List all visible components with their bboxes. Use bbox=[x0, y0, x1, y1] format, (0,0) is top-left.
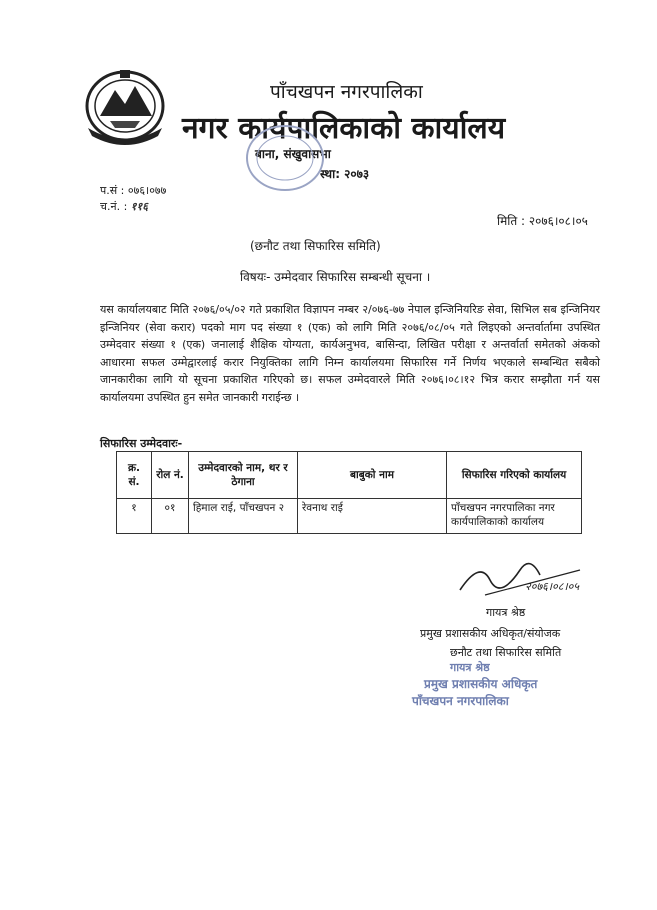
col-office: सिफारिस गरिएको कार्यालय bbox=[447, 452, 582, 499]
cell-father: रेवनाथ राई bbox=[298, 499, 447, 534]
cell-office: पाँचखपन नगरपालिका नगर कार्यपालिकाको कार्यालय bbox=[447, 499, 582, 534]
cell-candidate: हिमाल राई, पाँचखपन २ bbox=[189, 499, 298, 534]
office-name: नगर कार्यपालिकाको कार्यालय bbox=[182, 111, 506, 146]
municipality-name: पाँचखपन नगरपालिका bbox=[270, 81, 423, 103]
committee-heading: (छनौट तथा सिफारिस समिति) bbox=[250, 239, 381, 253]
stamp-line-municipality: पाँचखपन नगरपालिका bbox=[412, 694, 509, 708]
office-seal-icon bbox=[240, 118, 330, 198]
chalani-value: ११६ bbox=[130, 200, 148, 213]
nepal-emblem-icon bbox=[80, 66, 170, 146]
chalani-label: च.नं. : bbox=[100, 200, 128, 213]
col-father: बाबुको नाम bbox=[298, 452, 447, 499]
chalani-number bbox=[100, 199, 148, 214]
stamp-line-title: प्रमुख प्रशासकीय अधिकृत bbox=[424, 677, 538, 691]
office-location: बाना, संखुवासभा bbox=[255, 147, 331, 161]
col-roll: रोल नं. bbox=[152, 452, 189, 499]
cell-roll: ०१ bbox=[152, 499, 189, 534]
patra-sankhya: प.सं : ०७६।०७७ bbox=[100, 184, 167, 197]
table-header-row bbox=[117, 452, 582, 499]
subject-line: विषयः- उम्मेदवार सिफारिस सम्बन्धी सूचना । bbox=[240, 270, 431, 284]
recommendation-table bbox=[116, 451, 582, 534]
table-row bbox=[117, 499, 582, 534]
notice-body: यस कार्यालयबाट मिति २०७६/०५/०२ गते प्रकाशित विज्ञापन नम्बर २/०७६-७७ नेपाल इन्जिनियरिङ सेवा, सिभिल सब इन्जिनियर इन्जिनियर (सेवा करार) पदको माग पद संख्या १ (एक) को लागि मिति २०७६/०८/०५ गते लिइएको अन्तर्वार्तामा उपस्थित उम्मेदवार संख्या १ (एक) जनालाई शैक्षिक योग्यता, कार्यअनुभव, बासिन्दा, लिखित परीक्षा र अन्तर्वार्ता समेतको अंकको आधारमा सफल उम्मेद्वारलाई करार नियुक्तिका लागि निम्न कार्यालयमा सिफारिस गर्ने निर्णय भएकाले सम्बन्धित सबैको जानकारीका लागि यो सूचना प्रकाशित गरिएको छ। सफल उम्मेदवारले मिति २०७६।०८।१२ भित्र करार सम्झौता गर्न यस कार्यालयमा उपस्थित हुन समेत जानकारी गराईन्छ । bbox=[100, 303, 600, 404]
handwritten-signature-icon bbox=[430, 550, 600, 610]
officer-stamp bbox=[410, 660, 560, 710]
stamp-line-name: गायत्र श्रेष्ठ bbox=[450, 661, 490, 674]
notice-date: मिति : २०७६।०८।०५ bbox=[497, 214, 588, 228]
col-serial: क्र. सं. bbox=[117, 452, 152, 499]
signatory-title: प्रमुख प्रशासकीय अधिकृत/संयोजक bbox=[420, 627, 561, 640]
cell-serial: १ bbox=[117, 499, 152, 534]
signatory-committee: छनौट तथा सिफारिस समिति bbox=[450, 646, 562, 659]
signature-date: २०७६।०८।०५ bbox=[525, 580, 580, 593]
signatory-name: गायत्र श्रेष्ठ bbox=[486, 606, 526, 619]
recommended-list-label: सिफारिस उम्मेदवारः- bbox=[100, 437, 183, 450]
established-year: स्था: २०७३ bbox=[320, 167, 370, 181]
col-candidate: उम्मेदवारको नाम, थर र ठेगाना bbox=[189, 452, 298, 499]
